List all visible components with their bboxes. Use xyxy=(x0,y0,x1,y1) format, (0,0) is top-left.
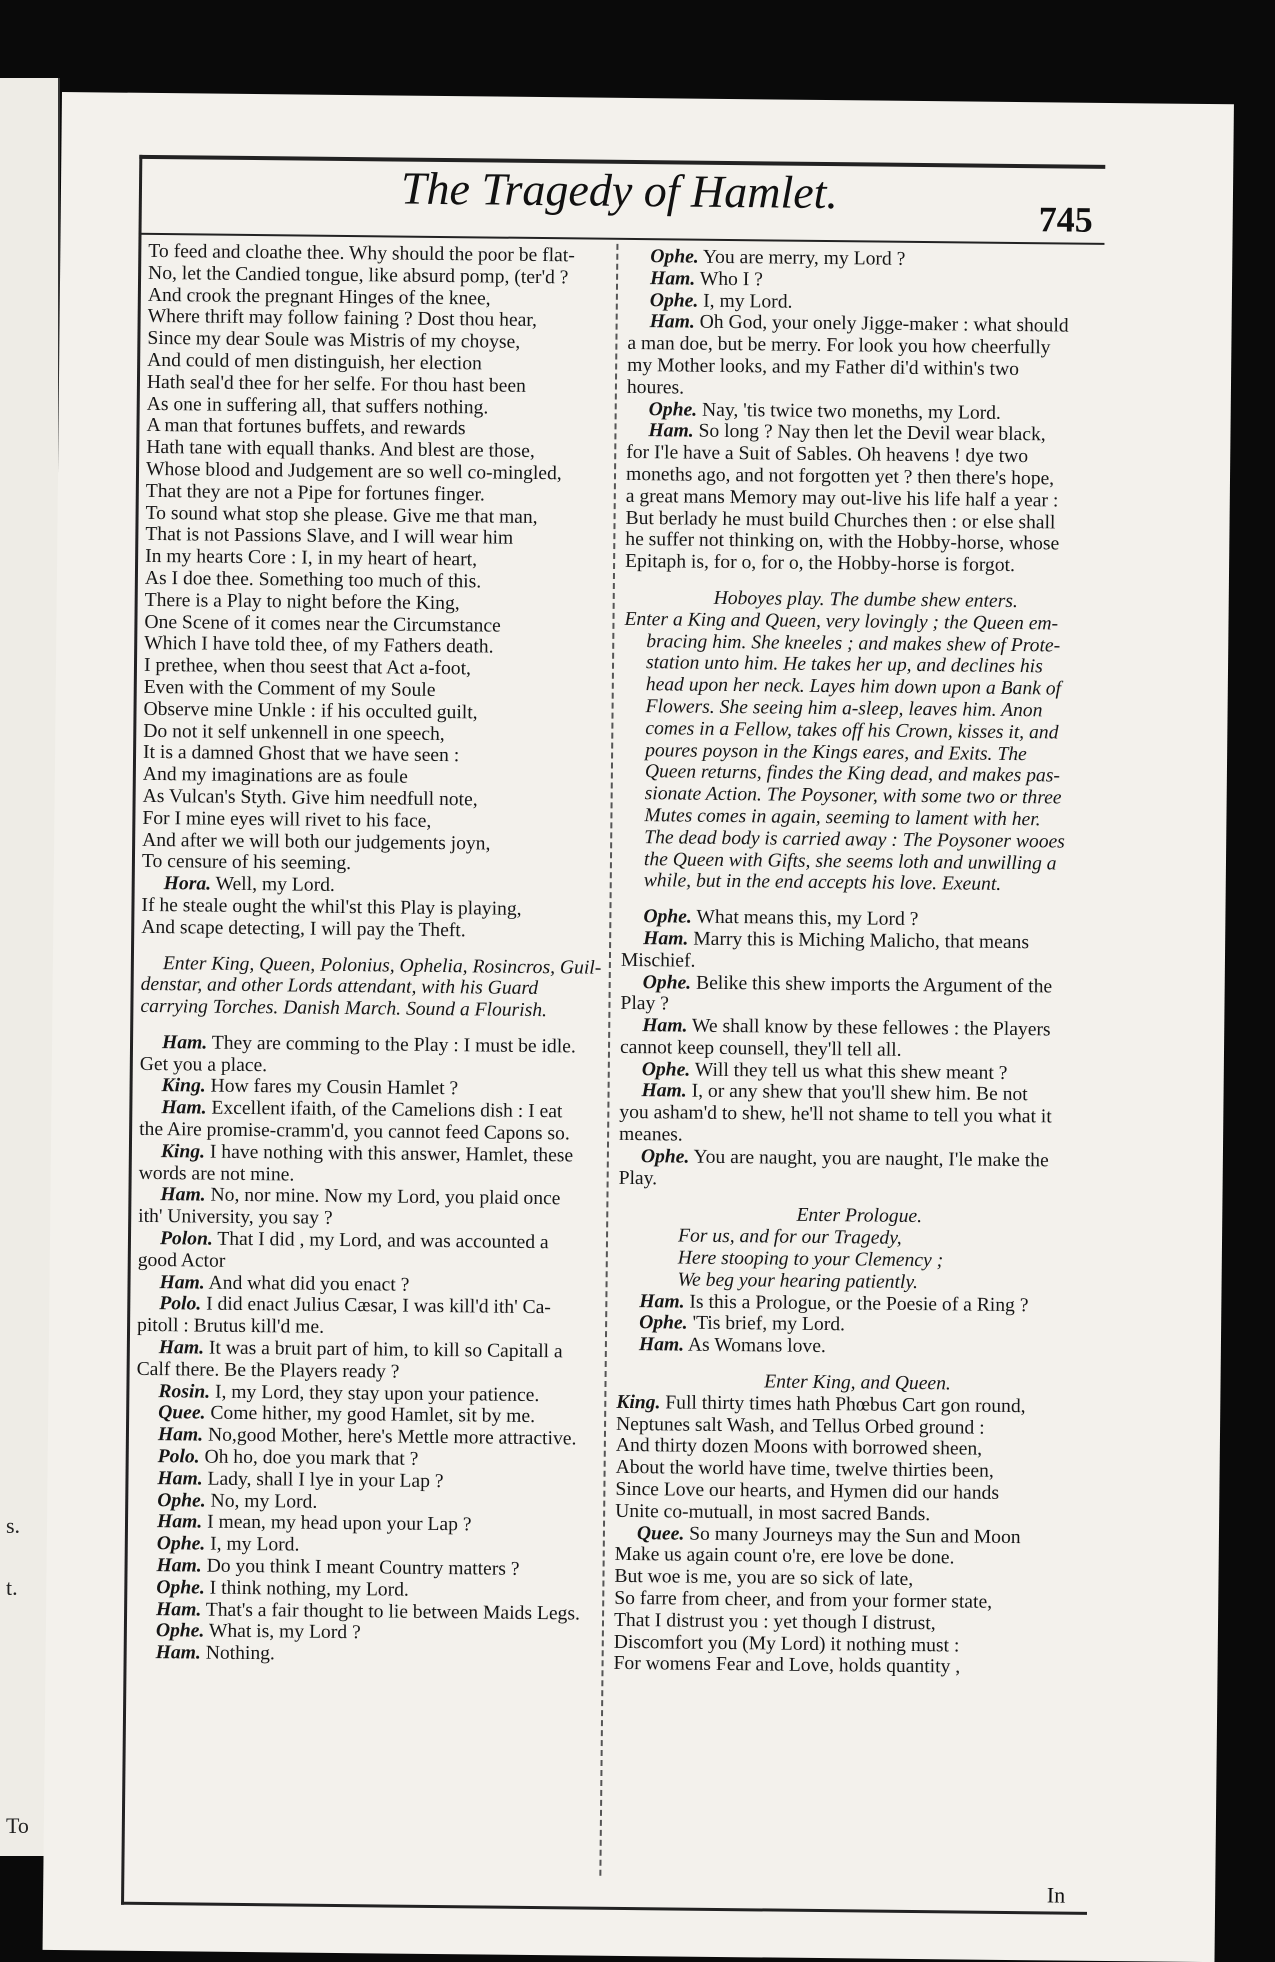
line-text: Where thrift may follow faining ? Dost thou hear, xyxy=(147,306,538,332)
speaker-label: Ophe. xyxy=(640,1145,690,1168)
speaker-label: Ophe. xyxy=(649,289,699,312)
line-text: That I did , my Lord, and was accounted a xyxy=(217,1228,549,1254)
line-text: while, but in the end accepts his love. Exeunt. xyxy=(643,870,1002,896)
line-text: To feed and cloathe thee. Why should the poor be flat- xyxy=(148,240,575,267)
speaker-label: Ham. xyxy=(649,267,696,290)
speaker-label: King. xyxy=(161,1075,206,1098)
speaker-label: Ham. xyxy=(156,1511,203,1533)
line-text: Discomfort you (My Lord) it nothing must : xyxy=(613,1631,960,1657)
line-text: And after we will both our judgements joyn, xyxy=(142,829,491,855)
line-text: Excellent ifaith, of the Camelions dish : I eat xyxy=(211,1097,563,1123)
line-text: Whose blood and Judgement are so well co-mingled, xyxy=(145,458,562,485)
line-text: For us, and for our Tragedy, xyxy=(677,1225,902,1250)
line-text: So many Journeys may the Sun and Moon xyxy=(689,1523,1021,1548)
line-text: Since my dear Soule was Mistris of my choyse, xyxy=(147,328,521,353)
speech-line xyxy=(134,1642,596,1669)
line-text: Hath tane with equall thanks. And blest are those, xyxy=(146,437,535,463)
line-text: I, my Lord. xyxy=(210,1533,300,1556)
line-text: I did enact Julius Cæsar, I was kill'd ith' Ca- xyxy=(206,1294,551,1319)
speaker-label: Ophe. xyxy=(157,1489,206,1512)
line-text: I have nothing with this answer, Hamlet, these xyxy=(209,1141,574,1167)
line-text: That they are not a Pipe for fortunes finger. xyxy=(145,480,485,506)
line-text: What is, my Lord ? xyxy=(208,1621,361,1644)
line-text: good Actor xyxy=(137,1249,226,1272)
line-text: And thirty dozen Moons with borrowed sheen, xyxy=(615,1435,983,1461)
line-text: Play ? xyxy=(620,993,670,1015)
speaker-label: Quee. xyxy=(636,1522,685,1545)
line-text: And what did you enact ? xyxy=(208,1272,410,1296)
speaker-label: Hora. xyxy=(163,873,212,895)
line-text: As Vulcan's Styth. Give him needfull note, xyxy=(142,785,478,811)
line-text: Play. xyxy=(618,1167,658,1189)
line-text: As I doe thee. Something too much of this. xyxy=(144,567,482,593)
line-text: I, my Lord, they stay upon your patience. xyxy=(214,1381,540,1406)
line-text: Enter Prologue. xyxy=(796,1205,923,1228)
line-text: I prethee, when thou seest that Act a-foot, xyxy=(143,655,472,680)
line-text: Unite co-mutuall, in most sacred Bands. xyxy=(615,1500,931,1525)
line-text: It is a damned Ghost that we have seen : xyxy=(142,742,460,767)
line-text: sionate Action. The Poysoner, with some two or three xyxy=(644,783,1062,809)
speaker-label: Ophe. xyxy=(639,1312,688,1335)
speaker-label: Ham. xyxy=(156,1555,202,1577)
running-head: The Tragedy of Hamlet. xyxy=(400,162,839,219)
line-text: ith' University, you say ? xyxy=(138,1206,333,1230)
line-text: And my imaginations are as foule xyxy=(142,764,408,788)
line-text: words are not mine. xyxy=(138,1162,295,1186)
speaker-label: King. xyxy=(616,1391,661,1414)
line-text: They are comming to the Play : I must be idle. xyxy=(211,1032,576,1058)
line-text: For womens Fear and Love, holds quantity , xyxy=(613,1653,961,1678)
line-text: There is a Play to night before the King, xyxy=(144,589,460,614)
speaker-label: Ophe. xyxy=(156,1533,206,1555)
line-text: Even with the Comment of my Soule xyxy=(143,676,436,701)
line-text: you asham'd to shew, he'll not shame to tell you what it xyxy=(619,1102,1052,1128)
speaker-label: Ham. xyxy=(161,1031,208,1054)
line-text: Nothing. xyxy=(205,1642,275,1665)
frame-rule-bottom xyxy=(121,1902,1087,1915)
line-text: I, or any shew that you'll shew him. Be not xyxy=(691,1081,1028,1106)
line-text: What means this, my Lord ? xyxy=(696,906,919,931)
line-text: That's a fair thought to lie between Maids Legs. xyxy=(205,1599,581,1625)
line-text: So long ? Nay then let the Devil wear black, xyxy=(698,421,1046,446)
line-text: carrying Torches. Danish March. Sound a Flourish. xyxy=(140,995,548,1022)
speaker-label: Ham. xyxy=(160,1184,206,1207)
line-text: Is this a Prologue, or the Poesie of a Ring ? xyxy=(689,1291,1029,1316)
line-text: the Aire promise-cramm'd, you cannot feed Capons so. xyxy=(139,1118,570,1145)
line-text: cannot keep counsell, they'll tell all. xyxy=(619,1036,902,1061)
speaker-label: Ham. xyxy=(157,1467,203,1490)
speaker-label: Ophe. xyxy=(641,1058,691,1081)
line-text: Mutes comes in again, seeming to lament with her. xyxy=(644,805,1041,831)
line-text: One Scene of it comes near the Circumstance xyxy=(144,611,501,637)
line-text: No, my Lord. xyxy=(210,1490,318,1513)
line-text: Calf there. Be the Players ready ? xyxy=(136,1358,400,1383)
line-text: Hoboyes play. The dumbe shew enters. xyxy=(713,587,1018,612)
line-text: No, let the Candied tongue, like absurd pomp, (ter'd ? xyxy=(147,262,569,289)
adjacent-page-fragment: t. xyxy=(6,1575,18,1600)
line-text: That is not Passions Slave, and I will wear him xyxy=(145,524,514,550)
line-text: Which I have told thee, of my Fathers death. xyxy=(144,633,494,658)
line-text: It was a bruit part of him, to kill so Capitall a xyxy=(208,1337,563,1363)
line-text: The dead body is carried away : The Poysoner wooes xyxy=(644,826,1065,853)
speaker-label: Ham. xyxy=(161,1097,207,1119)
line-text: No,good Mother, here's Mettle more attractive. xyxy=(207,1424,577,1450)
speaker-label: Ham. xyxy=(641,1080,687,1103)
line-text: a great mans Memory may out-live his life half a year : xyxy=(625,485,1059,512)
line-text: Full thirty times hath Phœbus Cart gon round, xyxy=(665,1392,1026,1418)
speaker-label: Ham. xyxy=(158,1337,205,1359)
line-text: moneths ago, and not forgotten yet ? then there's hope, xyxy=(625,463,1055,490)
line-text: I mean, my head upon your Lap ? xyxy=(207,1512,472,1536)
line-text: I, my Lord. xyxy=(703,290,793,313)
line-text: As Womans love. xyxy=(687,1334,826,1358)
line-text: So farre from cheer, and from your former state, xyxy=(614,1587,993,1613)
line-text: And scape detecting, I will pay the Theft. xyxy=(141,916,466,941)
speaker-label: Ophe. xyxy=(156,1576,205,1599)
line-text: To sound what stop she please. Give me that man, xyxy=(145,502,538,528)
speaker-label: Ham. xyxy=(642,1015,688,1037)
adjacent-page-fragment: s. xyxy=(6,1513,21,1538)
adjacent-page-fragment: To xyxy=(6,1813,29,1838)
line-text: But woe is me, you are so sick of late, xyxy=(614,1566,914,1591)
line-text: Get you a place. xyxy=(139,1053,268,1076)
line-text: You are naught, you are naught, I'le make the xyxy=(693,1146,1049,1172)
line-text: In my hearts Core : I, in my heart of heart, xyxy=(145,546,478,571)
speaker-label: Polon. xyxy=(159,1228,213,1250)
line-text: Make us again count o're, ere love be done. xyxy=(614,1544,955,1569)
speaker-label: Polo. xyxy=(159,1293,202,1315)
line-text: station unto him. He takes her up, and declines his xyxy=(645,652,1043,678)
line-text: About the world have time, twelve thirties been, xyxy=(615,1457,994,1483)
line-text: houres. xyxy=(626,376,685,399)
line-text: Since Love our hearts, and Hymen did our hands xyxy=(615,1478,1000,1504)
line-text: Mischief. xyxy=(620,949,696,972)
line-text: he suffer not thinking on, with the Hobby-horse, whose xyxy=(625,529,1060,555)
line-text: Who I ? xyxy=(699,268,764,291)
line-text: And could of men distinguish, her election xyxy=(147,349,482,375)
line-text: Observe mine Unkle : if his occulted guilt, xyxy=(143,698,478,724)
line-text: But berlady he must build Churches then : or else shall xyxy=(625,507,1056,533)
line-text: Lady, shall I lye in your Lap ? xyxy=(207,1468,444,1492)
speaker-label: Rosin. xyxy=(158,1380,211,1403)
line-text: I think nothing, my Lord. xyxy=(209,1577,410,1601)
speaker-label: Ham. xyxy=(639,1290,685,1313)
speaker-label: Ham. xyxy=(156,1598,202,1621)
line-text: And crook the pregnant Hinges of the knee, xyxy=(147,284,491,310)
line-text: Neptunes salt Wash, and Tellus Orbed ground : xyxy=(615,1413,985,1439)
line-text: No, nor mine. Now my Lord, you plaid once xyxy=(210,1185,561,1210)
speaker-label: Polo. xyxy=(157,1446,200,1468)
speaker-label: Ham. xyxy=(157,1424,204,1446)
line-text: Oh ho, doe you mark that ? xyxy=(204,1446,419,1470)
line-text: Marry this is Miching Malicho, that means xyxy=(693,928,1030,954)
line-text: Epitaph is, for o, for o, the Hobby-horse is forgot. xyxy=(625,551,1016,577)
speaker-label: Ham. xyxy=(638,1334,685,1356)
line-text: Enter King, Queen, Polonius, Ophelia, Rosincros, Guil- xyxy=(162,952,602,979)
page-number: 745 xyxy=(1038,199,1093,240)
speaker-label: Ham. xyxy=(649,311,695,334)
line-text: pitoll : Brutus kill'd me. xyxy=(136,1315,325,1339)
line-text: 'Tis brief, my Lord. xyxy=(692,1313,846,1336)
speaker-label: Ham. xyxy=(155,1642,201,1664)
speaker-label: King. xyxy=(160,1140,206,1163)
line-text: comes in a Fellow, takes off his Crown, kisses it, and xyxy=(645,717,1059,744)
speaker-label: Ophe. xyxy=(648,398,698,421)
speaker-label: Ophe. xyxy=(643,906,692,928)
speaker-label: Ophe. xyxy=(155,1620,205,1642)
line-text: Flowers. She seeing him a-sleep, leaves him. Anon xyxy=(645,696,1043,722)
line-text: We shall know by these fellowes : the Players xyxy=(691,1015,1051,1041)
line-text: Belike this shew imports the Argument of the xyxy=(695,972,1053,997)
line-text: If he steale ought the whil'st this Play is playing, xyxy=(141,894,522,920)
line-text: denstar, and other Lords attendant, with his Guard xyxy=(140,974,539,1000)
line-text: head upon her neck. Layes him down upon a Bank of xyxy=(645,674,1062,700)
line-text: We beg your hearing patiently. xyxy=(677,1269,919,1293)
book-page xyxy=(43,92,1234,1962)
line-text: You are merry, my Lord ? xyxy=(702,246,906,270)
line-text: a man doe, but be merry. For look you how cheerfully xyxy=(627,333,1051,359)
text-line xyxy=(613,1653,1095,1680)
line-text: the Queen with Gifts, she seems loth and unwilling a xyxy=(643,848,1057,874)
line-text: Well, my Lord. xyxy=(215,873,335,897)
line-text: Enter a King and Queen, very lovingly ; the Queen em- xyxy=(624,608,1059,635)
line-text: To censure of his seeming. xyxy=(141,851,352,875)
line-text: for I'le have a Suit of Sables. Oh heavens ! dye two xyxy=(626,442,1029,468)
speaker-label: Ham. xyxy=(643,928,689,950)
left-text-column xyxy=(134,241,611,1669)
line-text: Do you think I meant Country matters ? xyxy=(206,1555,520,1580)
line-text: Nay, 'tis twice two moneths, my Lord. xyxy=(701,399,1002,424)
line-text: How fares my Cousin Hamlet ? xyxy=(210,1076,459,1100)
line-text: bracing him. She kneeles ; and makes shew of Prote- xyxy=(646,630,1061,657)
line-text: Come hither, my good Hamlet, sit by me. xyxy=(210,1403,536,1428)
catchword: In xyxy=(1046,1882,1066,1908)
speaker-label: Quee. xyxy=(158,1402,206,1425)
line-text: Here stooping to your Clemency ; xyxy=(677,1247,944,1272)
line-text: Oh God, your onely Jigge-maker : what should xyxy=(699,312,1069,337)
line-text: Do not it self unkennell in one speech, xyxy=(143,720,445,745)
line-text: A man that fortunes buffets, and rewards xyxy=(146,415,466,440)
line-text: Enter King, and Queen. xyxy=(764,1371,951,1395)
line-text: Hath seal'd thee for her selfe. For thou hast been xyxy=(146,371,527,397)
line-text: poures poyson in the Kings eares, and Exits. The xyxy=(645,739,1027,765)
line-text: That I distrust you : yet though I distrust, xyxy=(613,1609,936,1635)
right-text-column xyxy=(613,246,1110,1680)
line-text: my Mother looks, and my Father di'd within's two xyxy=(627,354,1020,381)
line-text: Queen returns, findes the King dead, and makes pas- xyxy=(644,761,1061,787)
speaker-label: Ham. xyxy=(159,1271,205,1294)
line-text: For I mine eyes will rivet to his face, xyxy=(142,807,432,832)
speaker-label: Ophe. xyxy=(642,971,692,994)
speaker-label: Ham. xyxy=(648,420,694,443)
line-text: meanes. xyxy=(619,1123,683,1146)
line-text: Will they tell us what this shew meant ? xyxy=(694,1059,1008,1084)
speaker-label: Ophe. xyxy=(650,246,699,268)
line-text: As one in suffering all, that suffers nothing. xyxy=(146,393,489,419)
